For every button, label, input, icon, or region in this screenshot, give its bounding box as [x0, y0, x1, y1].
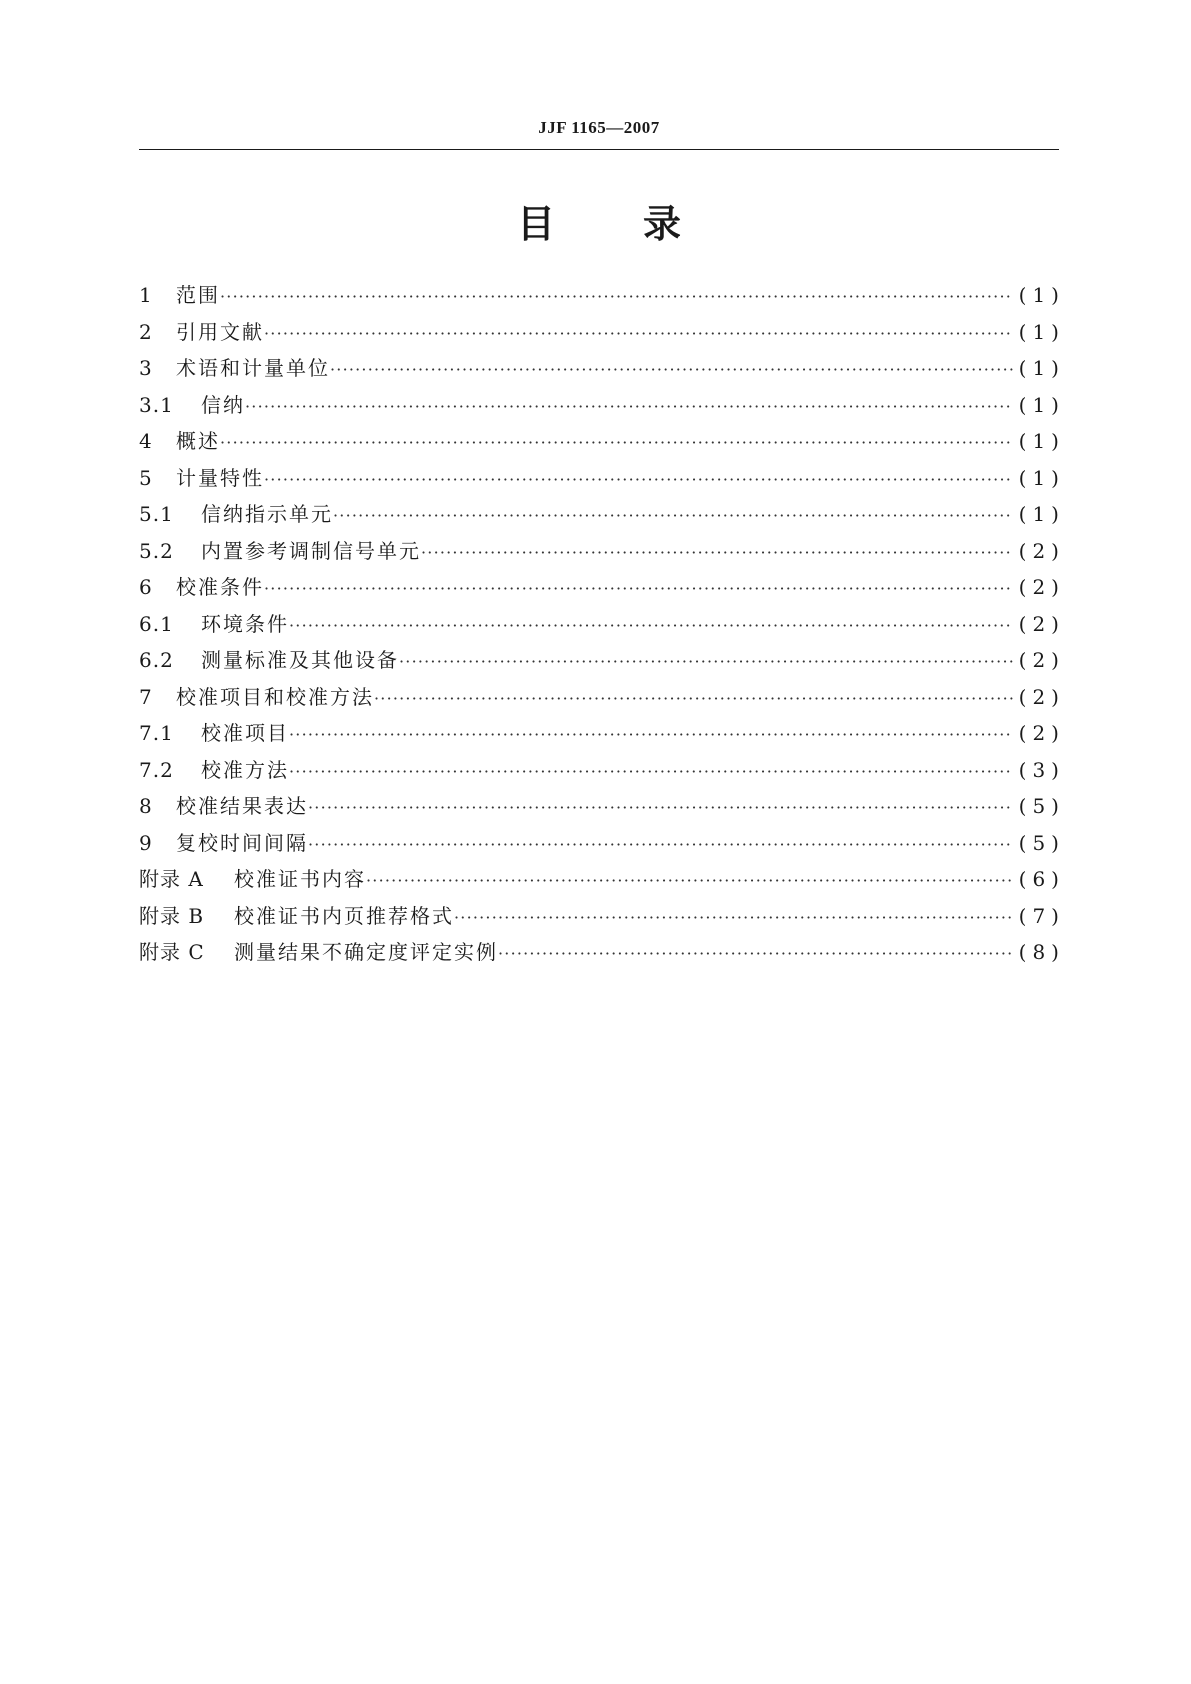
toc-entry-number: 5 — [139, 465, 153, 490]
dot-leader — [289, 754, 1013, 791]
dot-leader — [289, 717, 1013, 754]
toc-entry-page: (5) — [1018, 794, 1065, 818]
toc-entry-page: (1) — [1018, 392, 1065, 417]
toc-entry[interactable] — [139, 861, 1065, 898]
toc-entry[interactable] — [139, 934, 1065, 971]
page-title — [139, 196, 1059, 252]
toc-entry-number: 7.1 — [139, 721, 174, 745]
toc-entry-number: 2 — [139, 319, 153, 344]
toc-entry[interactable] — [139, 788, 1065, 825]
dot-leader — [454, 900, 1013, 937]
toc-entry-title: 校准证书内页推荐格式 — [234, 903, 454, 928]
toc-entry[interactable] — [139, 533, 1065, 570]
header-divider — [139, 149, 1059, 150]
dot-leader — [498, 936, 1013, 973]
dot-leader — [264, 316, 1013, 353]
dot-leader — [366, 863, 1013, 900]
toc-entry-number: 6.1 — [139, 611, 174, 636]
toc-entry-title: 术语和计量单位 — [176, 356, 330, 380]
table-of-contents — [139, 277, 1065, 971]
dot-leader — [308, 790, 1013, 827]
toc-entry[interactable] — [139, 314, 1065, 351]
dot-leader — [264, 462, 1013, 499]
toc-entry-number: 6.2 — [139, 648, 174, 672]
toc-entry-page: (2) — [1018, 611, 1065, 636]
dot-leader — [308, 827, 1013, 864]
toc-entry-number: 附录 A — [139, 867, 204, 891]
toc-entry-title: 校准结果表达 — [176, 794, 308, 818]
toc-entry-page: (3) — [1018, 757, 1065, 782]
toc-entry-number: 8 — [139, 794, 153, 818]
toc-entry-page: (2) — [1018, 538, 1065, 563]
toc-entry[interactable] — [139, 825, 1065, 862]
toc-entry[interactable] — [139, 606, 1065, 643]
toc-entry[interactable] — [139, 715, 1065, 752]
title-char-2: 录 — [643, 202, 682, 246]
toc-entry-title: 信纳指示单元 — [201, 502, 333, 526]
dot-leader — [220, 279, 1013, 316]
dot-leader — [399, 644, 1013, 681]
toc-entry-title: 校准项目 — [201, 721, 289, 745]
toc-entry-title: 测量标准及其他设备 — [201, 648, 399, 672]
toc-entry-number: 1 — [139, 283, 153, 307]
toc-entry[interactable] — [139, 752, 1065, 789]
toc-entry-number: 附录 B — [139, 903, 205, 928]
toc-entry-number: 附录 C — [139, 940, 205, 964]
title-char-1: 目 — [516, 202, 555, 246]
toc-entry-page: (2) — [1018, 575, 1065, 599]
toc-entry-page: (7) — [1018, 903, 1065, 928]
toc-entry-title: 内置参考调制信号单元 — [201, 538, 421, 563]
toc-entry-title: 概述 — [176, 429, 220, 453]
dot-leader — [289, 608, 1013, 645]
toc-entry-number: 7.2 — [139, 757, 174, 782]
toc-entry-title: 范围 — [176, 283, 220, 307]
page-header-doc-code: JJF 1165—2007 — [538, 118, 660, 137]
toc-entry-number: 5.1 — [139, 502, 174, 526]
toc-entry[interactable] — [139, 569, 1065, 606]
toc-entry-title: 计量特性 — [176, 465, 264, 490]
toc-entry-page: (5) — [1018, 830, 1065, 855]
dot-leader — [330, 352, 1013, 389]
dot-leader — [245, 389, 1013, 426]
toc-entry-page: (1) — [1018, 502, 1065, 526]
toc-entry-title: 环境条件 — [201, 611, 289, 636]
toc-entry-number: 6 — [139, 575, 153, 599]
toc-entry-page: (1) — [1018, 319, 1065, 344]
toc-entry[interactable] — [139, 387, 1065, 424]
toc-entry-title: 校准项目和校准方法 — [176, 684, 374, 709]
toc-entry-number: 3 — [139, 356, 153, 380]
toc-entry-page: (1) — [1018, 283, 1065, 307]
toc-entry-page: (1) — [1018, 356, 1065, 380]
toc-entry-number: 5.2 — [139, 538, 174, 563]
dot-leader — [264, 571, 1013, 608]
toc-entry[interactable] — [139, 460, 1065, 497]
toc-entry-page: (1) — [1018, 429, 1065, 453]
dot-leader — [220, 425, 1013, 462]
toc-entry-page: (2) — [1018, 684, 1065, 709]
toc-entry-title: 引用文献 — [176, 319, 264, 344]
toc-entry-page: (2) — [1018, 648, 1065, 672]
toc-entry-page: (1) — [1018, 465, 1065, 490]
toc-entry-page: (8) — [1018, 940, 1065, 964]
toc-entry-page: (6) — [1018, 867, 1065, 891]
toc-entry-number: 4 — [139, 429, 153, 453]
toc-entry-title: 校准证书内容 — [234, 867, 366, 891]
toc-entry[interactable] — [139, 277, 1065, 314]
toc-entry-title: 信纳 — [201, 392, 245, 417]
toc-entry-title: 校准方法 — [201, 757, 289, 782]
dot-leader — [421, 535, 1013, 572]
toc-entry-title: 复校时间间隔 — [176, 830, 308, 855]
toc-entry-number: 9 — [139, 830, 153, 855]
toc-entry[interactable] — [139, 496, 1065, 533]
toc-entry-number: 3.1 — [139, 392, 174, 417]
toc-entry-title: 测量结果不确定度评定实例 — [234, 940, 498, 964]
toc-entry[interactable] — [139, 350, 1065, 387]
toc-entry[interactable] — [139, 898, 1065, 935]
toc-entry-title: 校准条件 — [176, 575, 264, 599]
dot-leader — [374, 681, 1013, 718]
dot-leader — [333, 498, 1013, 535]
toc-entry-page: (2) — [1018, 721, 1065, 745]
toc-entry-number: 7 — [139, 684, 153, 709]
toc-entry[interactable] — [139, 423, 1065, 460]
toc-entry[interactable] — [139, 679, 1065, 716]
toc-entry[interactable] — [139, 642, 1065, 679]
